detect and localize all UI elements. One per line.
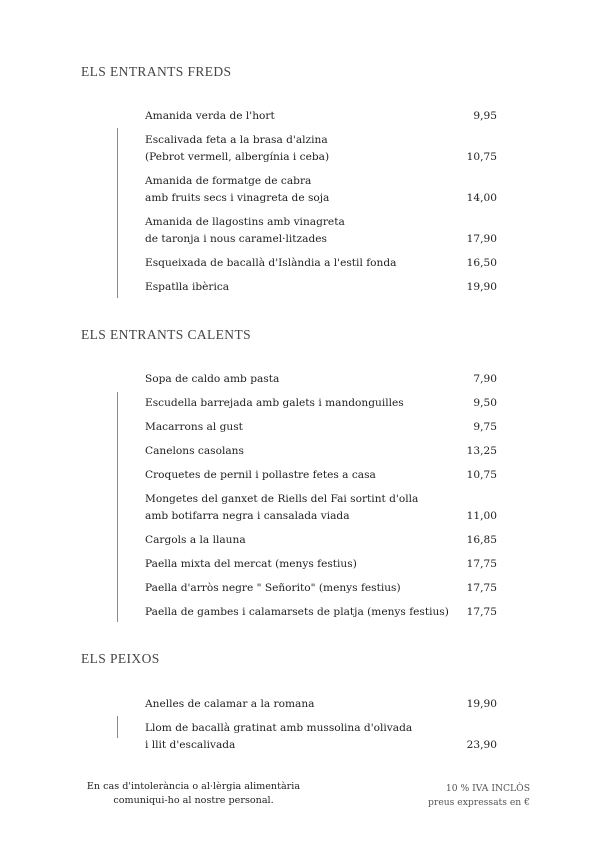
dish-price: 9,50 bbox=[473, 397, 497, 409]
section-title-entrants-calents: ELS ENTRANTS CALENTS bbox=[81, 327, 251, 342]
dish-price: 9,75 bbox=[473, 421, 497, 433]
section-title-peixos: ELS PEIXOS bbox=[81, 651, 160, 666]
dish-price: 23,90 bbox=[466, 739, 497, 751]
dish-price: 19,90 bbox=[466, 281, 497, 293]
dish-name: Macarrons al gust bbox=[145, 421, 243, 433]
dish-name: Amanida verda de l'hort bbox=[145, 110, 275, 122]
dish-price: 16,50 bbox=[466, 257, 497, 269]
menu-item bbox=[145, 371, 497, 388]
section-title-entrants-freds: ELS ENTRANTS FREDS bbox=[81, 64, 232, 79]
menu-item bbox=[145, 255, 497, 272]
section-divider-line bbox=[117, 392, 118, 622]
dish-price: 14,00 bbox=[466, 192, 497, 204]
dish-name: Anelles de calamar a la romana bbox=[145, 698, 315, 710]
dish-name: Llom de bacallà gratinat amb mussolina d'olivada bbox=[145, 722, 413, 734]
dish-price: 11,00 bbox=[466, 510, 497, 522]
dish-name: Sopa de caldo amb pasta bbox=[145, 373, 280, 385]
allergy-note-line: comuniqui-ho al nostre personal. bbox=[113, 795, 274, 806]
dish-name: Escudella barrejada amb galets i mandonguilles bbox=[145, 397, 404, 409]
dish-description: amb botifarra negra i cansalada viada bbox=[145, 510, 350, 522]
dish-description: i llit d'escalivada bbox=[145, 739, 236, 751]
dish-description: amb fruits secs i vinagreta de soja bbox=[145, 192, 330, 204]
dish-price: 17,90 bbox=[466, 233, 497, 245]
menu-item bbox=[145, 696, 497, 713]
dish-name: Amanida de formatge de cabra bbox=[145, 175, 312, 187]
menu-item bbox=[145, 467, 497, 484]
menu-item bbox=[145, 491, 497, 525]
menu-item bbox=[145, 279, 497, 296]
dish-price: 7,90 bbox=[473, 373, 497, 385]
dish-name: Paella d'arròs negre " Señorito" (menys festius) bbox=[145, 582, 401, 594]
section-divider-line bbox=[117, 128, 118, 298]
menu-item bbox=[145, 395, 497, 412]
vat-label: 10 % IVA INCLÒS bbox=[445, 783, 530, 794]
menu-item bbox=[145, 580, 497, 597]
vat-note bbox=[428, 782, 530, 810]
dish-price: 19,90 bbox=[466, 698, 497, 710]
allergy-note bbox=[81, 780, 306, 808]
currency-note: preus expressats en € bbox=[428, 797, 530, 808]
dish-description: de taronja i nous caramel·litzades bbox=[145, 233, 327, 245]
dish-name: Croquetes de pernil i pollastre fetes a casa bbox=[145, 469, 376, 481]
menu-item bbox=[145, 443, 497, 460]
dish-name: Paella mixta del mercat (menys festius) bbox=[145, 558, 357, 570]
dish-name: Esqueixada de bacallà d'Islàndia a l'estil fonda bbox=[145, 257, 397, 269]
menu-item bbox=[145, 132, 497, 166]
menu-item bbox=[145, 720, 497, 754]
dish-name: Escalivada feta a la brasa d'alzina bbox=[145, 134, 328, 146]
dish-price: 10,75 bbox=[466, 151, 497, 163]
menu-item bbox=[145, 604, 497, 621]
dish-price: 17,75 bbox=[466, 606, 497, 618]
allergy-note-line: En cas d'intolerància o al·lèrgia alimentària bbox=[86, 781, 301, 792]
dish-name: Mongetes del ganxet de Riells del Fai sortint d'olla bbox=[145, 493, 419, 505]
menu-item bbox=[145, 173, 497, 207]
dish-name: Amanida de llagostins amb vinagreta bbox=[145, 216, 345, 228]
menu-item bbox=[145, 214, 497, 248]
dish-name: Cargols a la llauna bbox=[145, 534, 246, 546]
menu-item bbox=[145, 556, 497, 573]
dish-price: 16,85 bbox=[466, 534, 497, 546]
dish-name: Espatlla ibèrica bbox=[145, 281, 230, 293]
dish-price: 17,75 bbox=[466, 582, 497, 594]
section-divider-line bbox=[117, 716, 118, 738]
dish-name: Paella de gambes i calamarsets de platja (menys festius) bbox=[145, 606, 449, 618]
dish-description: (Pebrot vermell, albergínia i ceba) bbox=[145, 151, 330, 163]
dish-price: 17,75 bbox=[466, 558, 497, 570]
dish-price: 13,25 bbox=[466, 445, 497, 457]
dish-name: Canelons casolans bbox=[145, 445, 244, 457]
menu-item bbox=[145, 532, 497, 549]
dish-price: 9,95 bbox=[473, 110, 497, 122]
menu-item bbox=[145, 108, 497, 125]
dish-price: 10,75 bbox=[466, 469, 497, 481]
menu-item bbox=[145, 419, 497, 436]
